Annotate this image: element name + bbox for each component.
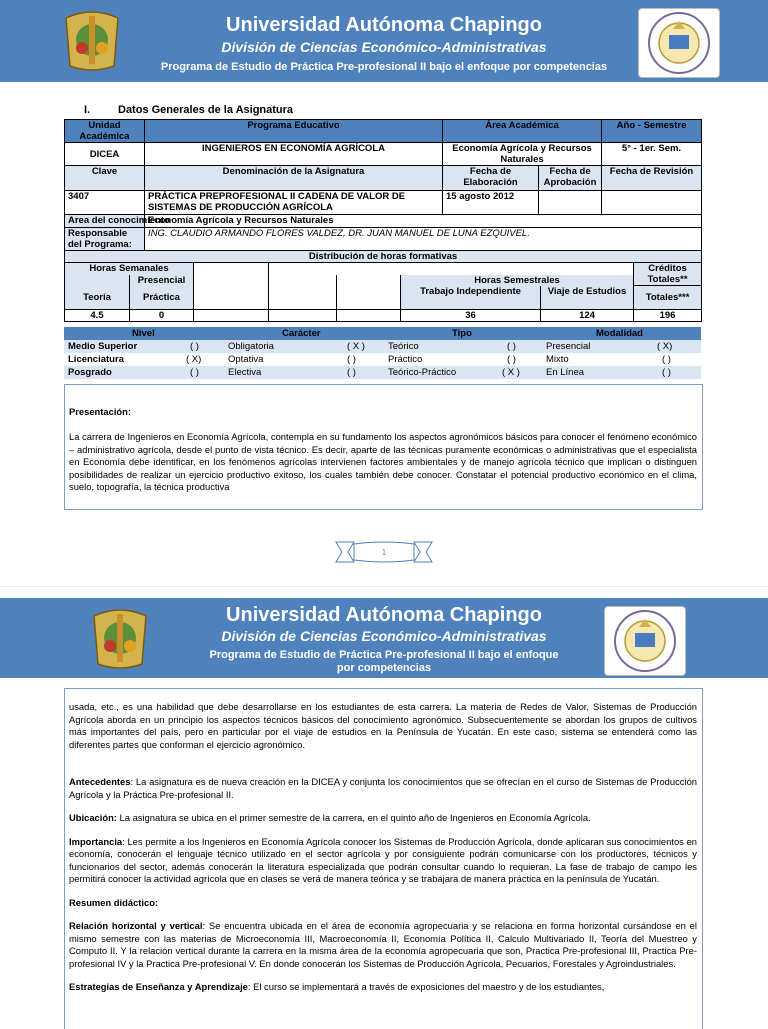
page-number: 1 bbox=[381, 548, 387, 557]
header-anio: Año - Semestre bbox=[602, 120, 702, 143]
class-row-2 bbox=[64, 353, 701, 366]
classification-table bbox=[64, 327, 701, 379]
modalidad-label: Mixto bbox=[546, 354, 569, 365]
responsable-value: ING. CLAUDIO ARMANDO FLORES VALDEZ, DR. JUAN MANUEL DE LUNA EZQUIVEL. bbox=[145, 228, 702, 253]
teoria-value: 4.5 bbox=[65, 310, 130, 322]
relacion-label: Relación horizontal y vertical bbox=[69, 920, 203, 931]
header-teoria: Teoría bbox=[65, 286, 130, 310]
header-aprobacion: Fecha de Aprobación bbox=[539, 166, 602, 191]
revision-value bbox=[602, 191, 702, 215]
hours-table bbox=[64, 250, 702, 322]
programa-value: INGENIEROS EN ECONOMÍA AGRÍCOLA bbox=[145, 143, 443, 166]
nivel-label: Posgrado bbox=[68, 367, 112, 378]
modalidad-mark: ( ) bbox=[662, 354, 671, 365]
caracter-mark: ( X ) bbox=[347, 341, 365, 352]
division-seal-logo bbox=[638, 8, 720, 78]
nivel-mark: ( X) bbox=[186, 354, 202, 365]
header-revision: Fecha de Revisión bbox=[602, 166, 702, 191]
header-totales: Totales*** bbox=[634, 286, 702, 310]
importancia-paragraph bbox=[69, 836, 697, 886]
importancia-text: : Les permite a los Ingenieros en Economía Agrícola conocer los Sistemas de Producción Agrícola, donde aplicaran sus conocimientos en economía, conocerán el lenguaje técnico utilizado en el sector agrícola y por consiguiente podrán comunicarse con los productores, técnicos y funcionarios del sector, además conocerán la literatura especializada que podrán consultar cuando lo requieran. La fase de trabajo de campo les permitirá conocer la actividad agrícola que en clases se verá de manera teórica y se trabajara de manera práctica en la península de Yucatán. bbox=[69, 835, 697, 884]
class-row-1 bbox=[64, 340, 701, 353]
header-area: Área Académica bbox=[443, 120, 602, 143]
viaje-value: 124 bbox=[541, 310, 634, 322]
tipo-mark: ( ) bbox=[507, 341, 516, 352]
header-elaboracion: Fecha de Elaboración bbox=[443, 166, 539, 191]
university-crest-logo bbox=[56, 4, 128, 72]
antecedentes-text: : La asignatura es de nueva creación en la DICEA y conjunta los conocimientos que se ofrecían en el curso de Sistemas de Producción Agrícola y la Práctica Pre-profesional II. bbox=[69, 776, 697, 800]
header-practica: Práctica bbox=[130, 286, 194, 310]
aprobacion-value bbox=[539, 191, 602, 215]
division-name: División de Ciencias Económico-Administrativas bbox=[221, 39, 547, 55]
caracter-label: Obligatoria bbox=[228, 341, 274, 352]
relacion-paragraph bbox=[69, 920, 697, 970]
header-caracter: Carácter bbox=[282, 328, 321, 339]
section-heading bbox=[84, 104, 293, 116]
program-line: Programa de Estudio de Práctica Pre-profesional II bajo el enfoque bbox=[209, 649, 559, 661]
hours-title: Distribución de horas formativas bbox=[65, 251, 702, 263]
header-semestrales: Horas Semestrales bbox=[401, 275, 634, 286]
resumen-heading: Resumen didáctico: bbox=[69, 896, 159, 908]
header-nivel: Nivel bbox=[132, 328, 155, 339]
header-tipo: Tipo bbox=[452, 328, 472, 339]
tipo-mark: ( ) bbox=[507, 354, 516, 365]
header-viaje: Viaje de Estudios bbox=[541, 286, 634, 310]
elaboracion-value: 15 agosto 2012 bbox=[443, 191, 539, 215]
program-line: Programa de Estudio de Práctica Pre-profesional II bajo el enfoque por competencias bbox=[160, 61, 608, 73]
presentation-text: La carrera de Ingenieros en Economía Agrícola, contempla en su fundamento los aspectos agronómicos básicos para conocer el fenómeno económico – administrativo agrícola, desde el punto de vista técnico. Es decir, aparte de las técnicas puramente económicas o administrativas que el especialista en Economía debe identificar, en los fenómenos agrícolas intervienen factores ambientales y de manejo agrícola técnico que implican o distinguen posibilidades de realizar un ejercicio productivo exitoso, los cuales también debe conocer. Constatar el potencial productivo económico en el clima, suelo, topografía, la técnica productiva bbox=[69, 431, 697, 492]
nivel-label: Licenciatura bbox=[68, 354, 124, 365]
area-conocimiento-label: Area del conocimiento bbox=[65, 215, 145, 228]
modalidad-mark: ( ) bbox=[662, 367, 671, 378]
antecedentes-label: Antecedentes bbox=[69, 776, 131, 787]
importancia-label: Importancia bbox=[69, 835, 123, 847]
program-line-continued: por competencias bbox=[336, 662, 432, 674]
estrategias-label: Estrategias de Enseñanza y Aprendizaje bbox=[69, 981, 248, 992]
modalidad-label: En Línea bbox=[546, 367, 585, 378]
university-name: Universidad Autónoma Chapingo bbox=[226, 14, 542, 36]
modalidad-mark: ( X) bbox=[657, 341, 673, 352]
continuation-paragraph: usada, etc., es una habilidad que debe desarrollarse en los estudiantes de esta carrera. La materia de Redes de Valor, Sistemas de Producción Agrícola aborda en un principio los aspectos técnicos básicos del conocimiento agronómico. Subsecuentemente se abordan los grupos de cultivos más importantes del país, pero en particular por el viaje de estudios en la Península de Yucatán. En este caso, sistema se entenderá como las diferentes partes que conforman el ejercicio agronómico. bbox=[69, 701, 697, 750]
caracter-label: Optativa bbox=[228, 354, 264, 365]
nivel-mark: ( ) bbox=[190, 341, 199, 352]
division-seal-logo bbox=[604, 606, 686, 676]
denominacion-value: PRÁCTICA PREPROFESIONAL II CADENA DE VALOR DE SISTEMAS DE PRODUCCIÓN AGRÍCOLA bbox=[145, 191, 443, 215]
page-divider bbox=[0, 586, 768, 587]
presentation-box bbox=[64, 384, 703, 510]
presentation-title: Presentación: bbox=[69, 406, 131, 417]
page2-content-box bbox=[64, 688, 703, 1029]
caracter-mark: ( ) bbox=[347, 354, 356, 365]
section-title: Datos Generales de la Asignatura bbox=[118, 104, 294, 116]
university-name: Universidad Autónoma Chapingo bbox=[226, 604, 542, 626]
tipo-label: Teórico bbox=[388, 341, 419, 352]
header-trabajo: Trabajo Independiente bbox=[401, 286, 541, 310]
anio-value: 5° - 1er. Sem. bbox=[602, 143, 702, 166]
tipo-label: Teórico-Práctico bbox=[388, 367, 457, 378]
clave-value: 3407 bbox=[65, 191, 145, 215]
division-name: División de Ciencias Económico-Administrativas bbox=[221, 628, 547, 644]
header-presencial: Presencial bbox=[130, 275, 194, 286]
antecedentes-paragraph bbox=[69, 776, 697, 801]
caracter-mark: ( ) bbox=[347, 367, 356, 378]
ubicacion-label: Ubicación: bbox=[69, 812, 117, 823]
header-clave: Clave bbox=[65, 166, 145, 191]
caracter-label: Electiva bbox=[228, 367, 262, 378]
header-modalidad: Modalidad bbox=[596, 328, 643, 339]
area-conocimiento-value: Economía Agrícola y Recursos Naturales bbox=[145, 215, 702, 228]
modalidad-label: Presencial bbox=[546, 341, 591, 352]
relacion-text: : Se encuentra ubicada en el área de economía agropecuaria y se relaciona en forma horizontal cursándose en el mismo semestre con las materias de Microeconomía III, Macroeconomía II, Economía Política II, Calculo Multivariado II, Teoría del Muestreo y Computo II. Y la relación vertical durante la carrera en la misma área de la economía agropecuaria que son, Practica Pre-profesional III, Practica Pre-profesional IV y la Practica Pre-profesional V. En donde conocerán los Sistemas de Producción Agrícola, Pecuarios, Forestales y Agroindustriales. bbox=[69, 920, 697, 969]
university-crest-logo bbox=[84, 602, 156, 670]
practica-value: 0 bbox=[130, 310, 194, 322]
estrategias-text: : El curso se implementará a través de exposiciones del maestro y de los estudiantes, bbox=[247, 981, 605, 992]
header-programa: Programa Educativo bbox=[145, 120, 443, 143]
ubicacion-text: La asignatura se ubica en el primer semestre de la carrera, en el quinto año de Ingenieros en Economía Agrícola. bbox=[116, 812, 591, 823]
class-row-3 bbox=[64, 366, 701, 379]
nivel-label: Medio Superior bbox=[68, 341, 138, 352]
section-number: I. bbox=[84, 104, 91, 116]
ubicacion-paragraph bbox=[69, 812, 697, 825]
tipo-mark: ( X ) bbox=[502, 367, 520, 378]
trabajo-value: 36 bbox=[401, 310, 541, 322]
nivel-mark: ( ) bbox=[190, 367, 199, 378]
general-data-table bbox=[64, 119, 702, 253]
header-unidad: Unidad Académica bbox=[65, 120, 145, 143]
estrategias-paragraph bbox=[69, 981, 697, 994]
totales-value: 196 bbox=[634, 310, 702, 322]
responsable-label: Responsable del Programa: bbox=[65, 228, 145, 253]
header-denominacion: Denominación de la Asignatura bbox=[145, 166, 443, 191]
unidad-value: DICEA bbox=[65, 143, 145, 166]
header-creditos: Créditos Totales** bbox=[634, 263, 702, 286]
area-value: Economía Agrícola y Recursos Naturales bbox=[443, 143, 602, 166]
tipo-label: Práctico bbox=[388, 354, 423, 365]
header-semanales: Horas Semanales bbox=[65, 263, 194, 275]
